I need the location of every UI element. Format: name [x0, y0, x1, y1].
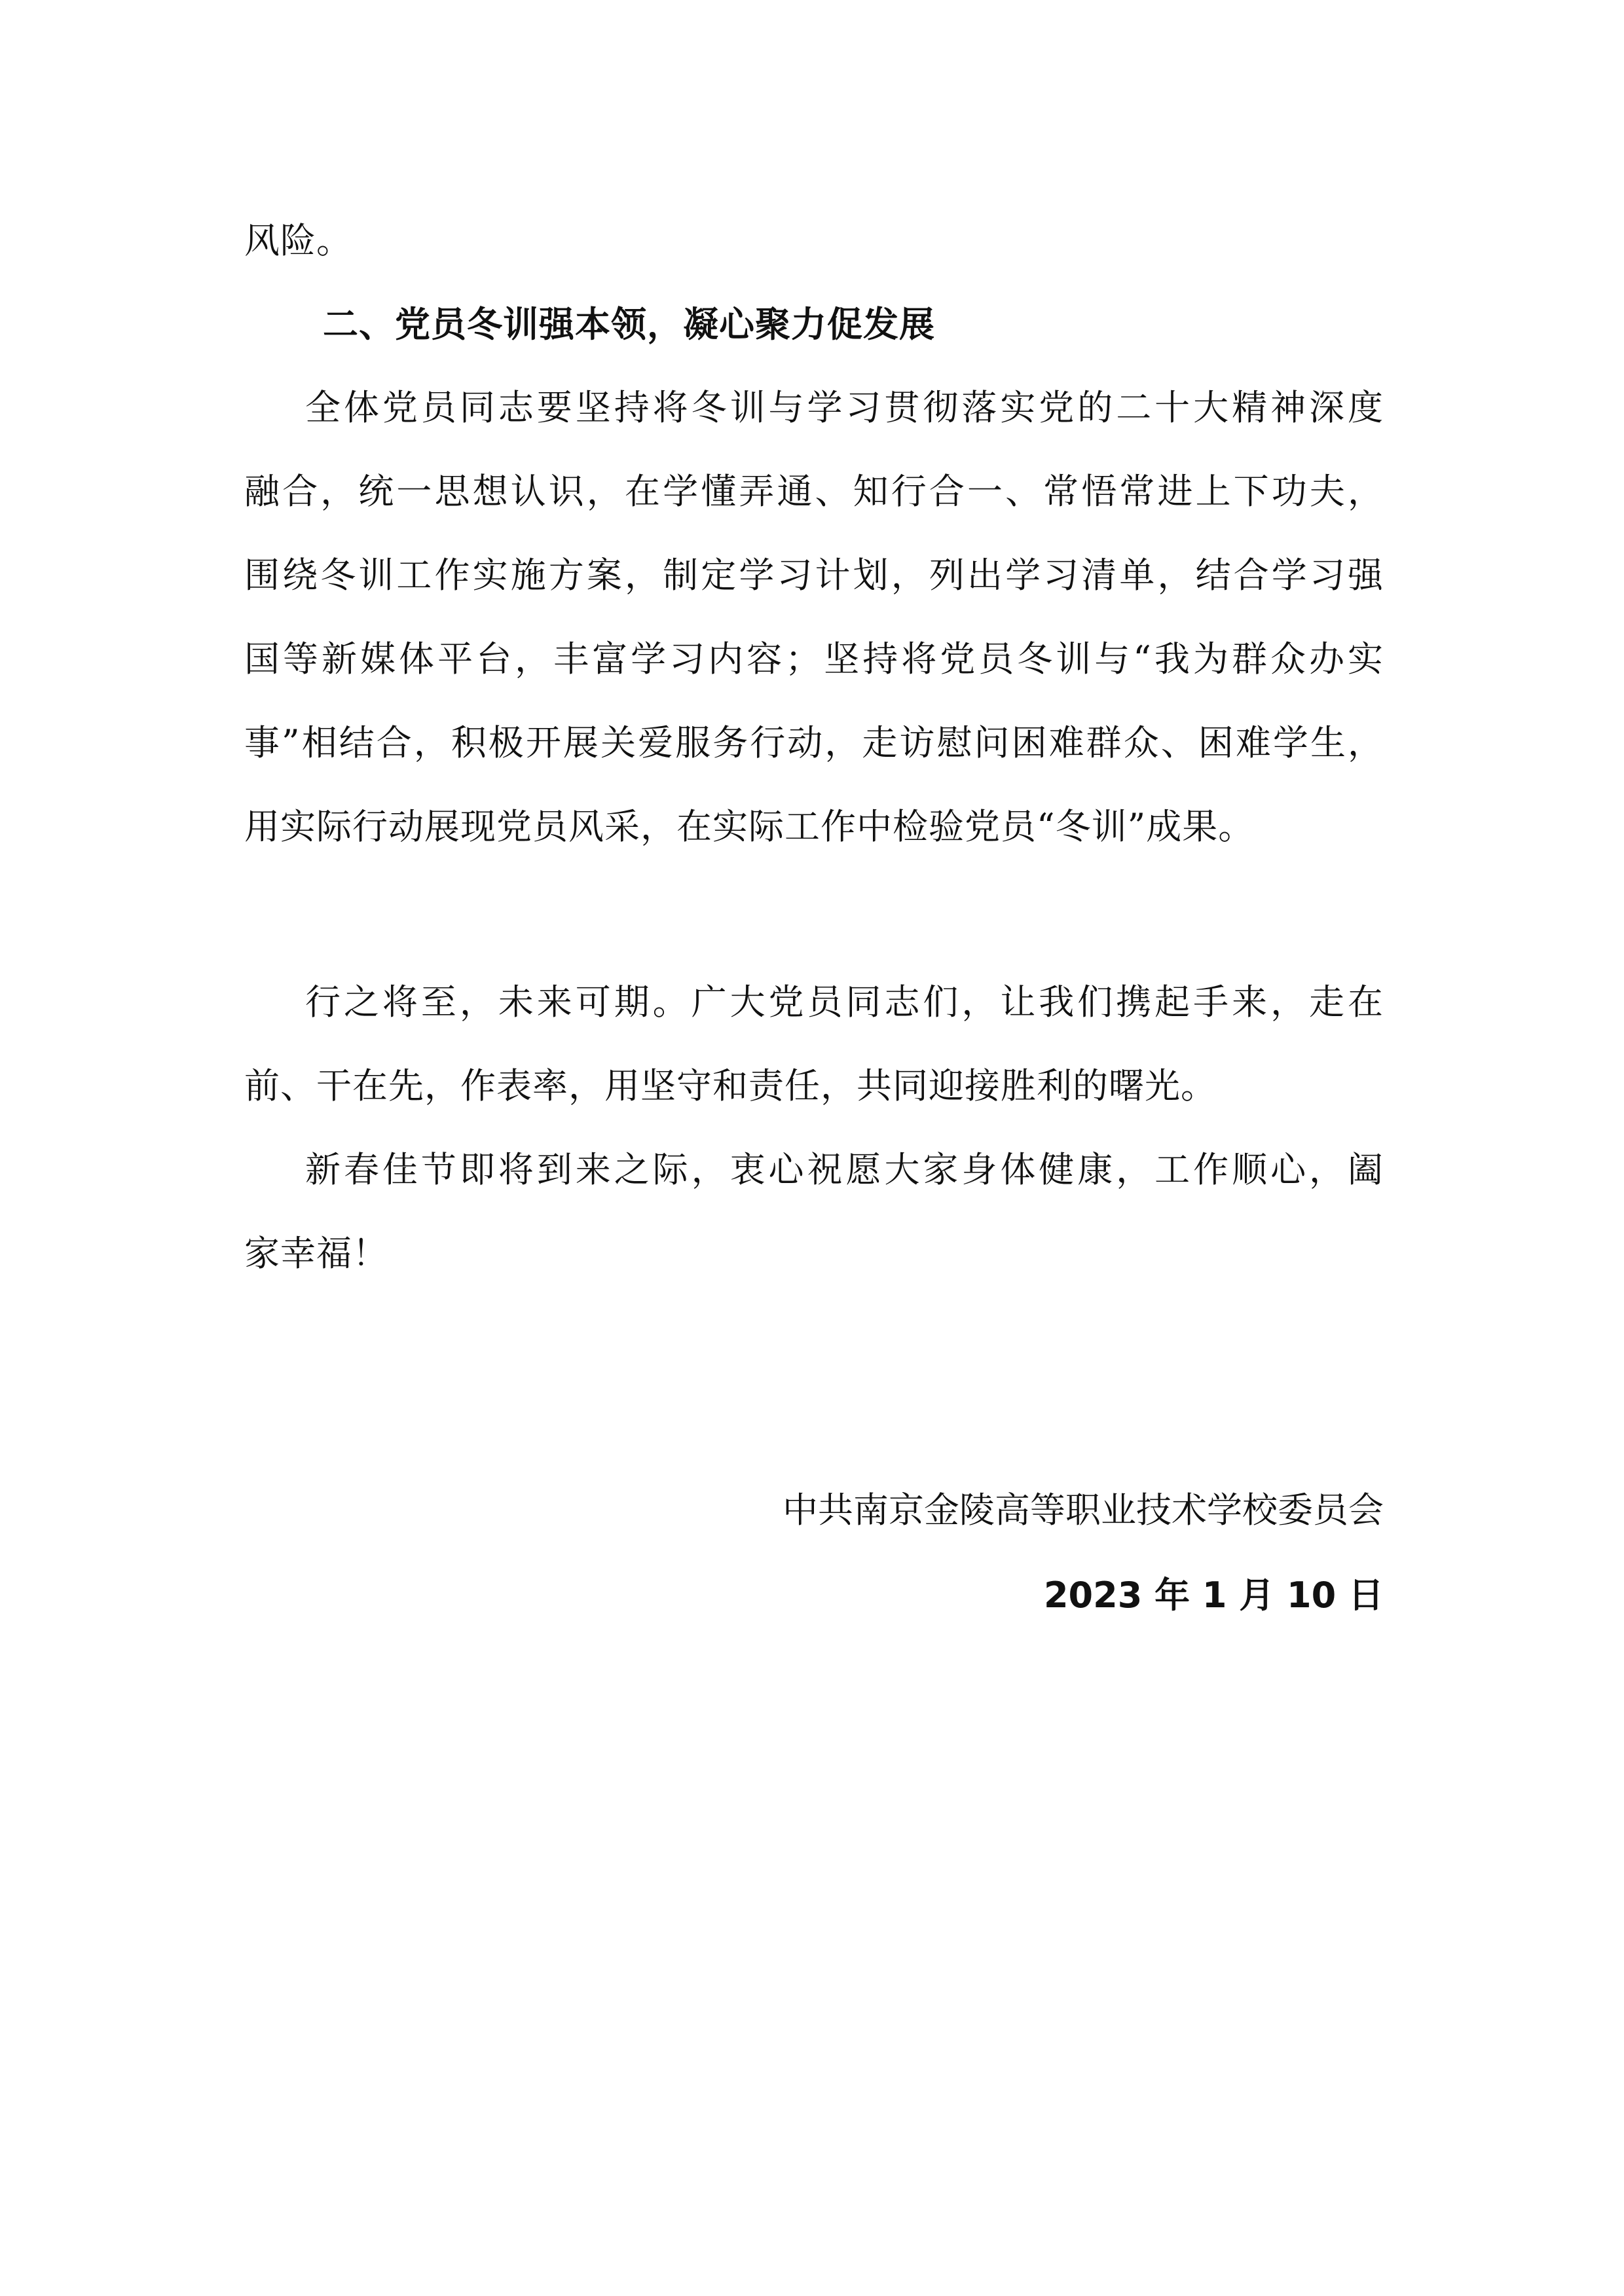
paragraph-3-line-2: 家幸福！ — [244, 1233, 388, 1274]
paragraph-2-line-2: 前、干在先，作表率，用坚守和责任，共同迎接胜利的曙光。 — [244, 1065, 1217, 1106]
section-heading: 二、党员冬训强本领，凝心聚力促发展 — [323, 304, 935, 345]
paragraph-1-line-6: 用实际行动展现党员风采，在实际工作中检验党员“冬训”成果。 — [244, 806, 1255, 847]
paragraph-2-line-1: 行之将至，未来可期。广大党员同志们，让我们携起手来，走在 — [305, 981, 1384, 1023]
paragraph-1-line-5: 事”相结合，积极开展关爱服务行动，走访慰问困难群众、困难学生， — [244, 722, 1384, 763]
paragraph-3-line-1: 新春佳节即将到来之际，衷心祝愿大家身体健康，工作顺心，阖 — [305, 1149, 1384, 1190]
signature-organization: 中共南京金陵高等职业技术学校委员会 — [783, 1489, 1384, 1531]
continuation-text: 风险。 — [244, 220, 352, 261]
signature-date: 2023 年 1 月 10 日 — [1043, 1575, 1384, 1616]
paragraph-1-line-2: 融合，统一思想认识，在学懂弄通、知行合一、常悟常进上下功夫， — [244, 471, 1384, 512]
paragraph-1-line-1: 全体党员同志要坚持将冬训与学习贯彻落实党的二十大精神深度 — [305, 387, 1384, 428]
paragraph-1-line-3: 围绕冬训工作实施方案，制定学习计划，列出学习清单，结合学习强 — [244, 555, 1384, 596]
paragraph-1-line-4: 国等新媒体平台，丰富学习内容；坚持将党员冬训与“我为群众办实 — [244, 638, 1384, 680]
